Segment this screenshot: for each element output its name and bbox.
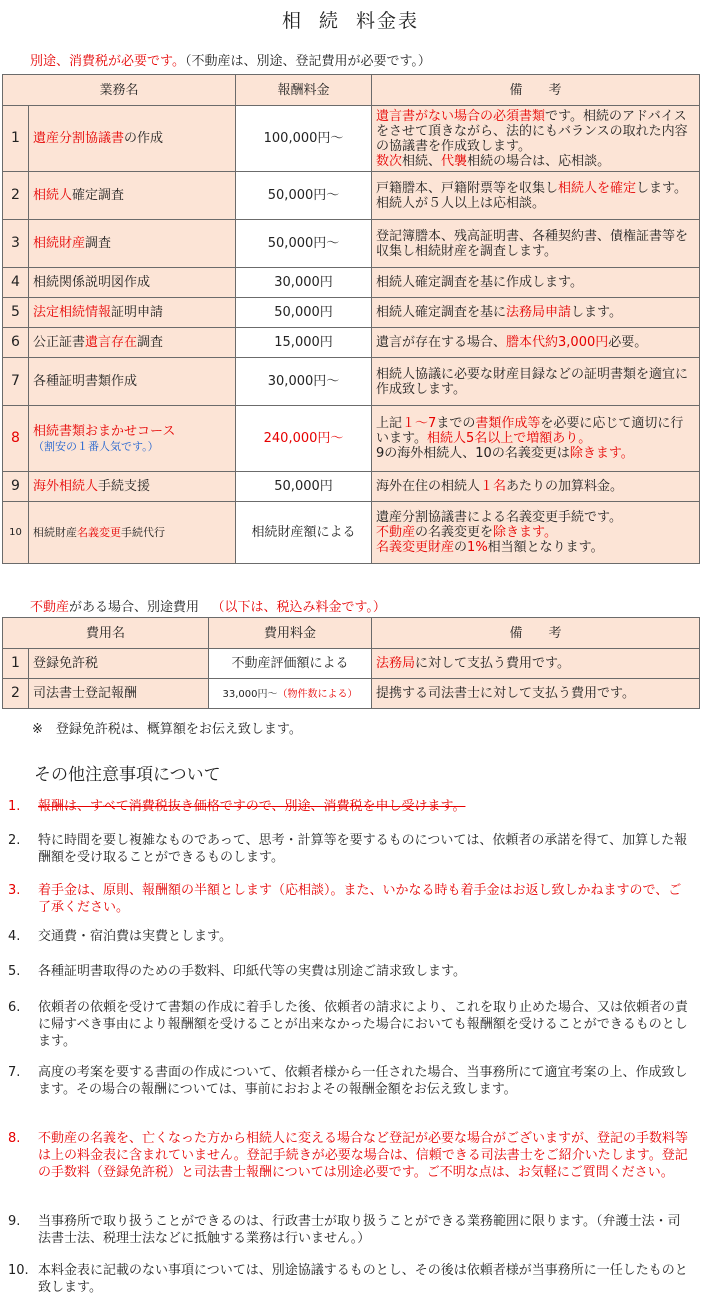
list-item	[8, 882, 688, 916]
text-run: 上記	[376, 416, 403, 431]
service-name	[29, 328, 236, 358]
list-item-number: 10.	[8, 1263, 29, 1278]
title-part-2: 続	[318, 10, 340, 32]
text-run: 相当額となります。	[487, 540, 604, 555]
service-fee: 相続財産額による	[236, 502, 372, 564]
text-run: の作成	[124, 131, 164, 146]
text-run: 除きます。	[493, 525, 558, 540]
list-item-number: 9.	[8, 1214, 21, 1229]
service-name	[29, 268, 236, 298]
list-item-number: 6.	[8, 1000, 21, 1015]
service-fee: 30,000円	[236, 268, 372, 298]
list-item-number: 7.	[8, 1065, 21, 1080]
text-run: 不動産評価額による	[231, 656, 349, 671]
list-item-number: 1.	[8, 799, 21, 814]
row-number: 2	[3, 172, 29, 220]
list-item	[8, 1064, 688, 1098]
text-run: 1%	[467, 540, 488, 555]
page-title	[0, 6, 701, 33]
row-number: 7	[3, 358, 29, 406]
text-run: １～7	[402, 416, 437, 431]
text-run: までの	[436, 416, 476, 431]
header-cost-fee: 費用料金	[209, 618, 372, 649]
service-fee: 240,000円～	[236, 406, 372, 472]
text-run: 海外相続人	[33, 479, 99, 494]
table-row	[3, 472, 700, 502]
text-run: 相続人を確定	[558, 180, 637, 196]
table-header-row	[3, 618, 700, 649]
table-row	[3, 220, 700, 268]
row-number: 8	[3, 406, 29, 472]
text-run: の名義変更を	[415, 525, 494, 540]
service-name	[29, 220, 236, 268]
title-part-1: 相	[281, 10, 303, 32]
table-header-row	[3, 75, 700, 106]
text-run: 調査	[85, 236, 112, 251]
row-number: 2	[3, 679, 29, 709]
cost-fee	[209, 649, 372, 679]
list-item-text: 各種証明書取得のための手数料、印紙代等の実費は別途ご請求致します。	[38, 964, 466, 979]
list-item	[8, 832, 688, 866]
fee-table-extra	[2, 617, 700, 709]
list-item-number: 2.	[8, 833, 21, 848]
row-number: 3	[3, 220, 29, 268]
text-run: 9の海外相続人、10の名義変更は	[376, 446, 570, 461]
text-run: 公正証書	[33, 335, 86, 350]
header-cost-remarks: 備 考	[372, 618, 700, 649]
list-item	[8, 1130, 688, 1181]
text-run: です。相続のアドバイスをさせて頂きながら、法的にもバランスの取れた内容の協議書を作成致します。	[376, 108, 688, 154]
service-fee: 50,000円～	[236, 172, 372, 220]
service-remarks	[372, 328, 700, 358]
text-run: 名義変更財産	[376, 540, 455, 555]
service-remarks	[372, 172, 700, 220]
text-run: 相続、	[402, 153, 442, 169]
text-run: の	[454, 540, 468, 555]
list-item	[8, 999, 688, 1050]
tax-note	[30, 50, 431, 69]
header-cost-name: 費用名	[3, 618, 209, 649]
text-run: 遺言書がない場合の必須書類	[376, 108, 546, 124]
table-row	[3, 358, 700, 406]
text-run: 相続人確定調査を基に作成します。	[376, 275, 583, 290]
list-item-text: 着手金は、原則、報酬額の半額とします（応相談）。また、いかなる時も着手金はお返し致しかねますので、ご了承ください。	[38, 883, 682, 915]
fee-table-main	[2, 74, 700, 564]
cost-name: 司法書士登記報酬	[29, 679, 209, 709]
text-run: 戸籍謄本、戸籍附票等を収集し	[376, 180, 559, 196]
row-number: 1	[3, 106, 29, 172]
table-row	[3, 106, 700, 172]
text-run: 遺言存在	[85, 335, 138, 350]
list-item-number: 4.	[8, 929, 21, 944]
service-remarks	[372, 106, 700, 172]
title-part-3: 料金表	[356, 10, 420, 32]
table-row	[3, 406, 700, 472]
asterisk-note: ※ 登録免許税は、概算額をお伝え致します。	[32, 722, 302, 737]
service-remarks	[372, 472, 700, 502]
service-fee: 30,000円～	[236, 358, 372, 406]
service-fee: 50,000円	[236, 472, 372, 502]
section-title: その他注意事項について	[34, 765, 221, 785]
service-remarks	[372, 358, 700, 406]
row-number: 10	[3, 502, 29, 564]
service-remarks	[372, 406, 700, 472]
text-run: 相続財産	[33, 236, 86, 251]
text-run: 提携する司法書士に対して支払う費用です。	[376, 686, 635, 701]
tax-note-red: 別途、消費税が必要です。	[30, 54, 185, 69]
text-run: 相続財産	[33, 526, 77, 539]
cost-name: 登録免許税	[29, 649, 209, 679]
text-run: 海外在住の相続人	[376, 479, 481, 494]
text-run: 33,000円～	[222, 688, 278, 700]
text-run: に対して支払う費用です。	[415, 656, 570, 671]
text-run: 法務局	[376, 656, 416, 671]
realestate-note-black: がある場合、別途費用	[69, 600, 200, 615]
service-fee: 50,000円	[236, 298, 372, 328]
text-run: 除きます。	[569, 446, 634, 461]
realestate-note	[30, 596, 386, 615]
list-item-text: 不動産の名義を、亡くなった方から相続人に変える場合など登記が必要な場合がございますが、登記の手数料等は上の料金表に含まれていません。登記手続きが必要な場合は、信頼できる司法書士をご紹介いたします。登記の手数料（登録免許税）と司法書士報酬については別途必要です。ご不明な点は、お気軽にご質問ください。	[38, 1131, 689, 1180]
header-service: 業務名	[3, 75, 236, 106]
realestate-note-red: 不動産	[30, 600, 70, 615]
text-run: 証明申請	[111, 305, 164, 320]
list-item-number: 8.	[8, 1131, 21, 1146]
table-row	[3, 502, 700, 564]
text-run: 名義変更	[77, 526, 121, 539]
row-number: 1	[3, 649, 29, 679]
list-item-text: 報酬は、すべて消費税抜き価格ですので、別途、消費税を申し受けます。	[38, 799, 466, 814]
service-name	[29, 406, 236, 472]
text-run: 相続書類おまかせコース	[33, 423, 176, 439]
text-run: 相続の場合は、応相談。	[467, 153, 611, 169]
list-item	[8, 798, 688, 815]
text-run: 遺言が存在する場合、	[376, 335, 507, 350]
text-run: 数次	[376, 153, 403, 169]
list-item-text: 交通費・宿泊費は実費とします。	[38, 929, 232, 944]
text-run: します。	[571, 305, 623, 320]
list-item	[8, 1262, 688, 1296]
tax-note-black: （不動産は、別途、登記費用が必要です。）	[184, 54, 431, 69]
text-run: 相続人確定調査を基に	[376, 305, 507, 320]
text-run: 相続人	[33, 188, 73, 203]
realestate-note-tax: （以下は、税込み料金です。）	[211, 600, 386, 615]
service-name	[29, 502, 236, 564]
row-number: 5	[3, 298, 29, 328]
text-run: 確定調査	[72, 188, 125, 203]
service-fee: 50,000円～	[236, 220, 372, 268]
list-item-text: 本料金表に記載のない事項については、別途協議するものとし、その後は依頼者様が当事務所に一任したものと致します。	[38, 1263, 688, 1295]
text-run: を必要に応じて適切に行います。	[376, 416, 684, 446]
cost-fee	[209, 679, 372, 709]
table-row	[3, 298, 700, 328]
text-run: 相続人5名以上で増額あり。	[426, 431, 592, 446]
list-item-number: 3.	[8, 883, 21, 898]
service-name	[29, 172, 236, 220]
text-run: 登記簿謄本、残高証明書、各種契約書、債権証書等を収集し相続財産を調査します。	[376, 228, 689, 259]
table-row	[3, 328, 700, 358]
text-run: （割安の１番人気です。）	[33, 439, 159, 453]
row-number: 6	[3, 328, 29, 358]
text-run: 各種証明書類作成	[33, 374, 138, 389]
text-run: 代襲	[441, 153, 468, 169]
table-row	[3, 172, 700, 220]
header-remarks: 備 考	[372, 75, 700, 106]
cost-remarks	[372, 649, 700, 679]
table-row	[3, 268, 700, 298]
text-run: （物件数による）	[277, 688, 358, 700]
list-item	[8, 963, 688, 980]
list-item	[8, 1213, 688, 1247]
table-row	[3, 649, 700, 679]
service-remarks	[372, 298, 700, 328]
list-item-text: 高度の考案を要する書面の作成について、依頼者様から一任された場合、当事務所にて適宜考案の上、作成致します。その場合の報酬については、事前におおよその報酬金額をお伝え致します。	[38, 1065, 688, 1097]
text-run: 法務局申請	[506, 305, 572, 320]
text-run: 相続関係説明図作成	[33, 275, 151, 290]
text-run: 調査	[137, 335, 164, 350]
list-item-text: 特に時間を要し複雑なものであって、思考・計算等を要するものについては、依頼者の承諾を得て、加算した報酬額を受け取ることができるものします。	[38, 833, 688, 865]
service-name	[29, 298, 236, 328]
service-fee: 100,000円～	[236, 106, 372, 172]
service-remarks	[372, 502, 700, 564]
list-item-text: 依頼者の依頼を受けて書類の作成に着手した後、依頼者の請求により、これを取り止めた場合、又は依頼者の責に帰すべき事由により報酬額を受けることが出来なかった場合においても報酬額を受けることができるものとします。	[38, 1000, 689, 1049]
text-run: 遺産分割協議書	[33, 131, 125, 146]
list-item-text: 当事務所で取り扱うことができるのは、行政書士が取り扱うことができる業務範囲に限ります。（弁護士法・司法書士法、税理士法などに抵触する業務は行いません。）	[38, 1214, 681, 1246]
service-remarks	[372, 268, 700, 298]
text-run: 必要。	[608, 335, 648, 350]
text-run: 謄本代約3,000円	[506, 335, 609, 350]
table-row	[3, 679, 700, 709]
service-name	[29, 472, 236, 502]
service-name	[29, 106, 236, 172]
text-run: 相続人協議に必要な財産目録などの証明書類を適宜に作成致します。	[376, 366, 689, 397]
text-run: 法定相続情報	[33, 305, 112, 320]
text-run: 書類作成等	[475, 416, 541, 431]
text-run: １名	[480, 479, 507, 494]
list-item-number: 5.	[8, 964, 21, 979]
text-run: あたりの加算料金。	[506, 479, 624, 494]
text-run: します。相続人が５人以上は応相談。	[376, 180, 688, 211]
text-run: 手続支援	[98, 479, 151, 494]
service-remarks	[372, 220, 700, 268]
row-number: 9	[3, 472, 29, 502]
text-run: 遺産分割協議書による名義変更手続です。	[376, 510, 622, 525]
row-number: 4	[3, 268, 29, 298]
cost-remarks	[372, 679, 700, 709]
text-run: 手続代行	[121, 526, 165, 539]
header-fee: 報酬料金	[236, 75, 372, 106]
list-item	[8, 928, 688, 945]
service-name	[29, 358, 236, 406]
text-run: 不動産	[376, 525, 416, 540]
service-fee: 15,000円	[236, 328, 372, 358]
